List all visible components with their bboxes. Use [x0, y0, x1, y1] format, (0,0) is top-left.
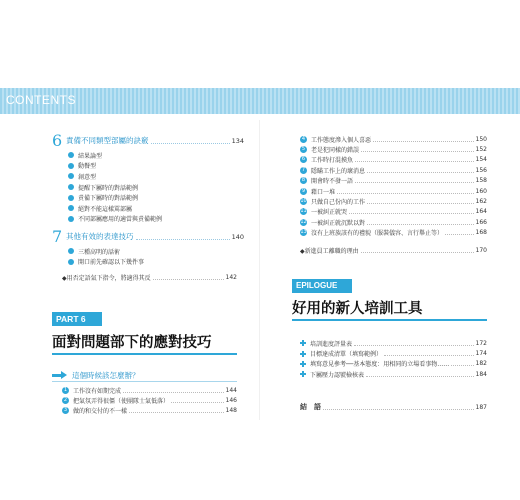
list-item-text: 只做自己份內的工作	[311, 199, 366, 207]
epilogue-list	[300, 338, 487, 380]
list-item-text: 一被糾正就沉默以對	[311, 219, 366, 227]
chapter-page: 140	[231, 232, 244, 241]
leader-dots	[451, 361, 473, 366]
bullet-dot-icon	[68, 184, 74, 190]
list-item[interactable]	[300, 228, 487, 238]
bullet-dot-icon	[68, 173, 74, 179]
list-item[interactable]	[300, 369, 487, 379]
chapter-number: 6	[52, 131, 63, 150]
list-item-page: 144	[225, 386, 237, 394]
list-item[interactable]	[68, 192, 238, 203]
list-item-text: 結果論型	[78, 152, 103, 160]
list-item-text: 一被糾正就哭	[311, 209, 348, 217]
number-badge: 10	[300, 198, 307, 205]
plus-icon	[300, 371, 306, 377]
list-item-page: 174	[475, 350, 487, 358]
list-item-text: 下屬壓力認號檢核表	[310, 371, 365, 379]
number-badge: 13	[300, 229, 307, 236]
list-item-text: 不同部屬應用的適當與責備範例	[78, 216, 163, 224]
number-badge: 7	[301, 166, 306, 173]
list-item-page: 172	[475, 339, 487, 347]
list-item[interactable]	[68, 161, 238, 172]
part-rule	[52, 353, 237, 355]
arrow-right-icon	[52, 371, 68, 380]
list-item[interactable]	[300, 359, 487, 369]
list-item-page: 168	[475, 229, 487, 237]
leader-dots	[151, 138, 230, 144]
leader-dots	[171, 398, 224, 403]
bullet-dot-icon	[68, 152, 74, 158]
list-item-text: 做的和交付的不一樣	[73, 408, 128, 416]
plus-icon	[300, 340, 306, 346]
chapter-title: 責備不同類型部屬的訣竅	[66, 136, 149, 145]
list-item-page: 184	[475, 370, 487, 378]
list-item-text: 提醒下屬時的對話範例	[78, 184, 139, 192]
bullet-dot-icon	[68, 205, 74, 211]
list-item-page: 148	[225, 407, 237, 415]
toc-entry[interactable]	[62, 272, 237, 282]
plus-icon	[300, 361, 306, 367]
toc-entry-text: ◆用否定語氣下指令，將適得其反	[62, 274, 151, 282]
list-item-text: 工作態度滲入個人喜惡	[311, 136, 372, 144]
list-item-page: 166	[475, 218, 487, 226]
list-item[interactable]	[68, 182, 238, 193]
list-item-page: 150	[475, 135, 487, 143]
leader-dots	[373, 137, 474, 142]
leader-dots	[366, 372, 474, 377]
contents-banner	[0, 88, 520, 114]
numbered-list	[62, 385, 237, 416]
list-item-text: 創意型	[78, 173, 97, 181]
numbered-list-continued	[300, 134, 487, 238]
conclusion-entry[interactable]	[300, 402, 487, 412]
leader-dots	[367, 199, 474, 204]
leader-dots	[123, 388, 224, 393]
number-badge: 5	[301, 146, 306, 153]
list-item[interactable]	[300, 348, 487, 358]
number-badge: 6	[301, 156, 306, 163]
part-badge: PART 6	[52, 312, 102, 326]
conclusion-text: 結 語	[300, 403, 321, 411]
list-item[interactable]	[300, 186, 487, 196]
list-item-page: 156	[475, 166, 487, 174]
list-item-text: 動餐型	[78, 163, 97, 171]
list-item-text: 老是犯同樣的錯誤	[311, 147, 360, 155]
toc-entry-text: ◆新進員工離職的理由	[300, 247, 359, 255]
leader-dots	[129, 408, 224, 413]
chapter-item-list	[68, 246, 238, 267]
bullet-dot-icon	[68, 195, 74, 201]
bullet-dot-icon	[68, 259, 74, 265]
conclusion-page: 187	[475, 403, 487, 411]
list-item-text: 責備下屬時的對話範例	[78, 195, 139, 203]
chapter-title: 其他有效的表達技巧	[66, 232, 134, 241]
number-badge: 4	[301, 135, 306, 142]
list-item[interactable]	[300, 207, 487, 217]
leader-dots	[354, 341, 474, 346]
list-item-text: 填寫意見參考──基本態度：用相同的立場看事物……	[310, 361, 450, 369]
chapter-page: 134	[231, 136, 244, 145]
epilogue-title: 好用的新人培訓工具	[292, 301, 423, 317]
toc-entry-page: 142	[225, 273, 237, 281]
list-item[interactable]	[300, 165, 487, 175]
list-item-text: 工作沒有如期完成	[73, 387, 122, 395]
toc-entry[interactable]	[300, 245, 487, 255]
leader-dots	[361, 147, 474, 152]
bullet-dot-icon	[68, 216, 74, 222]
list-item-text: 目標達成清單（填寫範例）	[310, 351, 383, 359]
chapter-heading[interactable]	[66, 135, 244, 146]
list-item-page: 146	[225, 397, 237, 405]
chapter-heading[interactable]	[66, 231, 244, 242]
list-item-page: 182	[475, 360, 487, 368]
list-item-page: 162	[475, 198, 487, 206]
list-item-text: 開會時不發一語	[311, 178, 354, 186]
list-item[interactable]	[62, 406, 237, 416]
list-item[interactable]	[300, 134, 487, 144]
leader-dots	[355, 178, 474, 183]
list-item-page: 160	[475, 187, 487, 195]
list-item[interactable]	[68, 171, 238, 182]
list-item[interactable]	[300, 338, 487, 348]
section-rule	[52, 381, 237, 382]
list-item-text: 絕對不能這樣罵部屬	[78, 205, 133, 213]
list-item-text: 隱瞞工作上的壞消息	[311, 167, 366, 175]
section-title: 這個時候該怎麼辦？	[72, 371, 140, 380]
leader-dots	[355, 157, 474, 162]
list-item[interactable]	[300, 144, 487, 154]
epilogue-badge: EPILOGUE	[292, 279, 352, 293]
number-badge: 11	[300, 208, 307, 215]
list-item-text: 藉口一堆	[311, 188, 336, 196]
bullet-dot-icon	[68, 248, 74, 254]
list-item[interactable]	[300, 217, 487, 227]
leader-dots	[337, 189, 474, 194]
plus-icon	[300, 351, 306, 357]
chapter-item-list	[68, 150, 238, 224]
bullet-dot-icon	[68, 163, 74, 169]
list-item-text: 開口前先確認以下幾件事	[78, 259, 145, 267]
leader-dots	[349, 209, 474, 214]
list-item-text: 工作時打混摸魚	[311, 157, 354, 165]
leader-dots	[445, 230, 474, 235]
list-item[interactable]	[68, 214, 238, 225]
leader-dots	[384, 351, 474, 356]
chapter-number: 7	[52, 227, 63, 246]
page-gutter	[259, 120, 260, 420]
leader-dots	[136, 234, 230, 240]
list-item-text: 培訓進度評量表	[310, 340, 353, 348]
list-item[interactable]	[68, 150, 238, 161]
number-badge: 1	[63, 386, 68, 393]
leader-dots	[153, 275, 224, 280]
leader-dots	[361, 248, 474, 253]
contents-title: CONTENTS	[6, 93, 76, 107]
number-badge: 12	[300, 218, 307, 225]
list-item-text: 三種高明的話術	[78, 248, 121, 256]
number-badge: 2	[63, 397, 68, 404]
leader-dots	[367, 168, 474, 173]
list-item-text: 沒有上班族該有的禮貌（服裝儀容、言行舉止等）	[311, 230, 444, 238]
toc-entry-page: 170	[475, 246, 487, 254]
list-item[interactable]	[68, 203, 238, 214]
list-item[interactable]	[300, 176, 487, 186]
list-item-text: 把氣氛弄得很僵（使團隊士氣低落）	[73, 398, 170, 406]
list-item[interactable]	[62, 385, 237, 395]
list-item[interactable]	[300, 196, 487, 206]
list-item[interactable]	[300, 155, 487, 165]
list-item[interactable]	[68, 257, 238, 268]
list-item[interactable]	[62, 395, 237, 405]
leader-dots	[323, 405, 474, 410]
list-item-page: 152	[475, 146, 487, 154]
list-item-page: 158	[475, 177, 487, 185]
part-title: 面對問題部下的應對技巧	[52, 335, 212, 351]
leader-dots	[367, 220, 474, 225]
number-badge: 9	[301, 187, 306, 194]
number-badge: 3	[63, 407, 68, 414]
list-item-page: 164	[475, 208, 487, 216]
list-item-page: 154	[475, 156, 487, 164]
number-badge: 8	[301, 177, 306, 184]
epilogue-rule	[292, 319, 487, 321]
list-item[interactable]	[68, 246, 238, 257]
section-heading[interactable]	[52, 370, 140, 381]
